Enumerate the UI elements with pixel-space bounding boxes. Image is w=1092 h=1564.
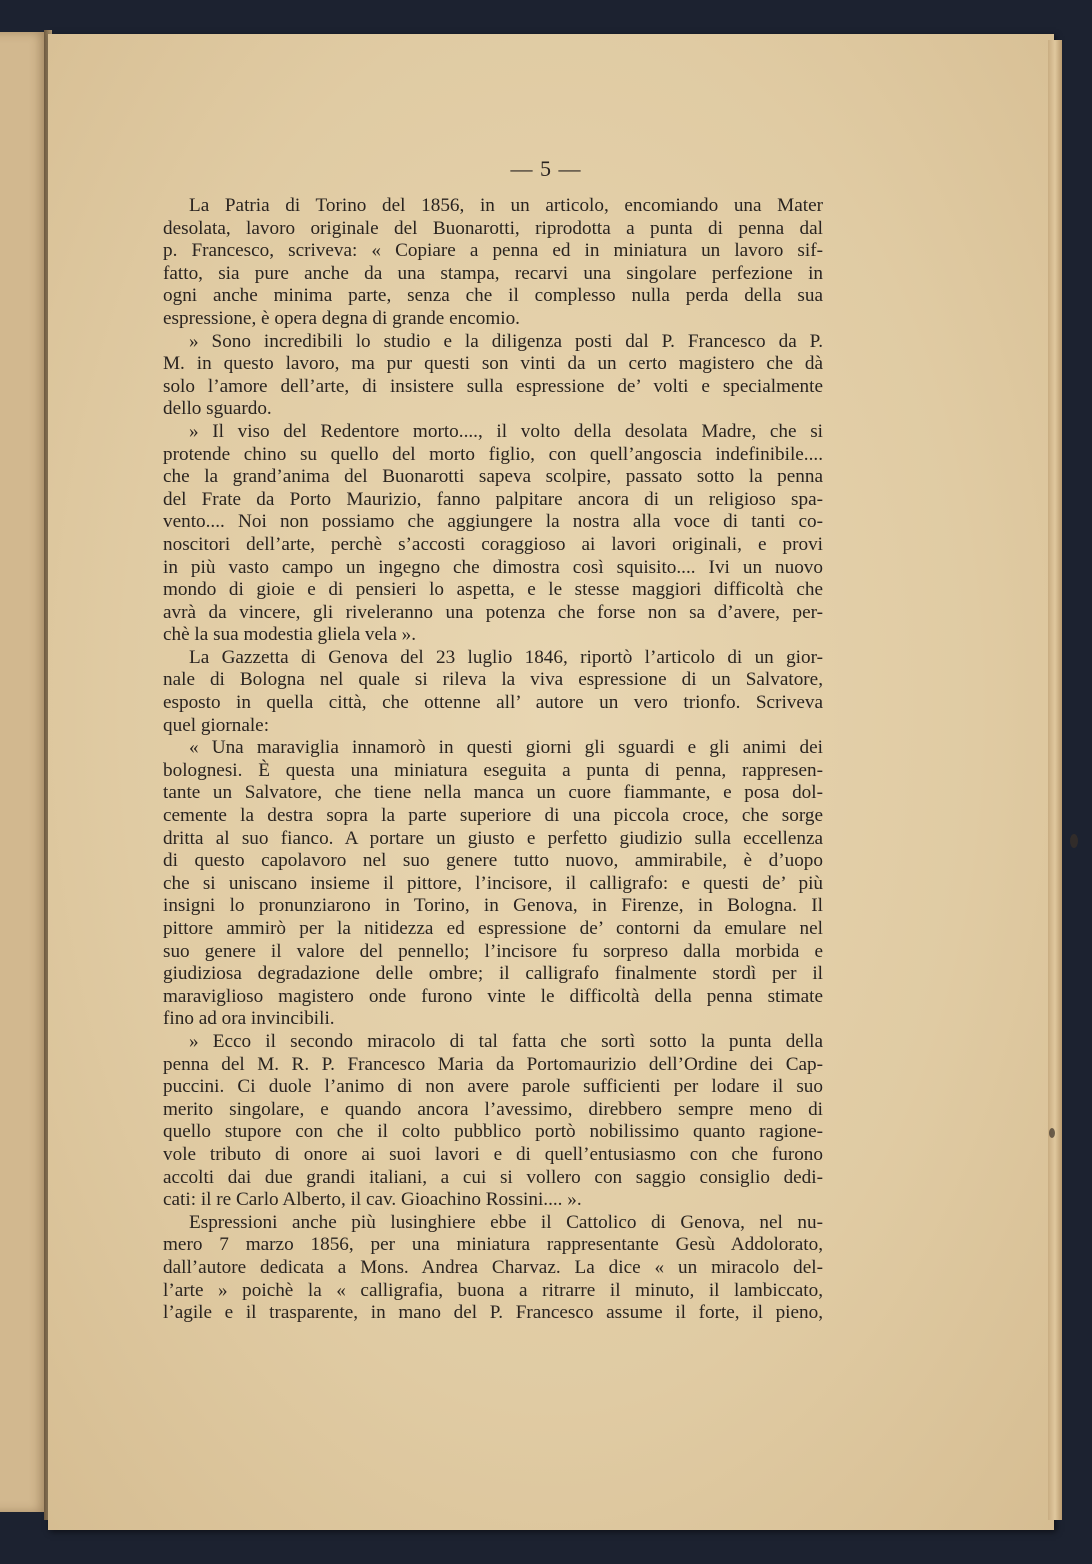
text-line: fatto, sia pure anche da una stampa, recarvi una singolare perfezione in — [163, 262, 823, 284]
ink-mark — [1070, 834, 1078, 848]
text-line: del Frate da Porto Maurizio, fanno palpitare ancora di un religioso spa- — [163, 488, 823, 510]
text-line: in più vasto campo un ingegno che dimostra così squisito.... Ivi un nuovo — [163, 556, 823, 578]
text-line: dall’autore dedicata a Mons. Andrea Charvaz. La dice « un miracolo del- — [163, 1256, 823, 1278]
text-line: maraviglioso magistero onde furono vinte le difficoltà della penna stimate — [163, 985, 823, 1007]
text-line: bolognesi. È questa una miniatura eseguita a punta di penna, rappresen- — [163, 759, 823, 781]
text-line: M. in questo lavoro, ma pur questi son vinti da un certo magistero che dà — [163, 353, 823, 375]
text-line: puccini. Ci duole l’animo di non avere parole sufficienti per lodare il suo — [163, 1076, 823, 1098]
ink-mark — [1049, 1128, 1055, 1138]
text-line: l’arte » poichè la « calligrafia, buona a ritrarre il minuto, il lambiccato, — [163, 1279, 823, 1301]
text-line: dritta al suo fianco. A portare un giusto e perfetto giudizio sulla eccellenza — [163, 827, 823, 849]
text-line: dello sguardo. — [163, 398, 272, 420]
text-line: » Ecco il secondo miracolo di tal fatta che sortì sotto la punta della — [189, 1030, 823, 1052]
text-line: Espressioni anche più lusinghiere ebbe il Cattolico di Genova, nel nu- — [189, 1211, 823, 1233]
text-line: mondo di gioie e di pensieri lo aspetta, e le stesse maggiori difficoltà che — [163, 579, 823, 601]
text-line: quel giornale: — [163, 714, 270, 736]
text-line: solo l’amore dell’arte, di insistere sulla espressione de’ volti e specialmente — [163, 375, 823, 397]
text-line: suo genere il valore del pennello; l’incisore fu sorpreso dalla morbida e — [163, 940, 823, 962]
text-line: insigni lo pronunziarono in Torino, in Genova, in Firenze, in Bologna. Il — [163, 895, 823, 917]
text-line: pittore ammirò per la nitidezza ed espressione de’ contorni da emulare nel — [163, 918, 823, 939]
text-line: di questo capolavoro nel suo genere tutto nuovo, ammirabile, è d’uopo — [163, 850, 823, 872]
text-line: esposto in quella città, che ottenne all’ autore un vero trionfo. Scriveva — [163, 692, 823, 714]
text-line: tante un Salvatore, che tiene nella manca un cuore fiammante, e posa dol- — [163, 782, 823, 804]
text-line: » Sono incredibili lo studio e la diligenza posti dal P. Francesco da P. — [189, 330, 823, 352]
text-line: vento.... Noi non possiamo che aggiungere la nostra alla voce di tanti co- — [163, 511, 823, 533]
text-line: penna del M. R. P. Francesco Maria da Portomaurizio dell’Ordine dei Cap- — [163, 1053, 823, 1075]
text-line: nale di Bologna nel quale si rileva la viva espressione di un Salvatore, — [163, 669, 823, 691]
text-line: cemente la destra sopra la parte superiore di una piccola croce, che sorge — [163, 805, 823, 827]
text-line: espressione, è opera degna di grande encomio. — [163, 307, 520, 329]
left-page-edge — [0, 32, 48, 1512]
text-line: l’agile e il trasparente, in mano del P. Francesco assume il forte, il pieno, — [163, 1302, 823, 1324]
text-line: quello stupore con che il colto pubblico portò nobilissimo quanto ragione- — [163, 1121, 823, 1143]
text-line: mero 7 marzo 1856, per una miniatura rappresentante Gesù Addolorato, — [163, 1234, 823, 1256]
text-line: fino ad ora invincibili. — [163, 1008, 335, 1030]
text-line: noscitori dell’arte, perchè s’accosti coraggioso ai lavori originali, e provi — [163, 533, 823, 555]
text-line: ogni anche minima parte, senza che il complesso nulla perda della sua — [163, 285, 823, 307]
text-line: vole tributo di onore ai suoi lavori e di quell’entusiasmo con che furono — [163, 1143, 823, 1165]
text-line: protende chino su quello del morto figlio, con quell’angoscia indefinibile.... — [163, 443, 823, 465]
text-line: avrà da vincere, gli riveleranno una potenza che forse non sa d’avere, per- — [163, 601, 823, 623]
text-line: che la grand’anima del Buonarotti sapeva scolpire, passato sotto la penna — [163, 466, 823, 488]
text-line: desolata, lavoro originale del Buonarotti, riprodotta a punta di penna dal — [163, 217, 823, 239]
text-line: » Il viso del Redentore morto...., il volto della desolata Madre, che si — [189, 420, 823, 442]
text-line: cati: il re Carlo Alberto, il cav. Gioachino Rossini.... ». — [163, 1189, 582, 1211]
text-line: La Patria di Torino del 1856, in un articolo, encomiando una Mater — [189, 195, 823, 216]
text-line: merito singolare, e quando ancora l’avessimo, direbbero sempre meno di — [163, 1098, 823, 1120]
text-line: giudiziosa degradazione delle ombre; il calligrafo finalmente stordì per il — [163, 963, 823, 985]
text-line: chè la sua modestia gliela vela ». — [163, 624, 417, 646]
text-line: che si uniscano insieme il pittore, l’incisore, il calligrafo: e questi de’ più — [163, 872, 823, 894]
text-line: accolti dai due grandi italiani, a cui si vollero con saggio consiglio dedi- — [163, 1166, 823, 1188]
page-number: — 5 — — [510, 156, 582, 181]
right-page-stack-edge — [1048, 40, 1062, 1520]
text-line: « Una maraviglia innamorò in questi giorni gli sguardi e gli animi dei — [189, 737, 823, 759]
text-line: p. Francesco, scriveva: « Copiare a penna ed in miniatura un lavoro sif- — [163, 240, 823, 262]
text-line: La Gazzetta di Genova del 23 luglio 1846, riportò l’articolo di un gior- — [189, 646, 823, 668]
page-text — [163, 195, 823, 1325]
